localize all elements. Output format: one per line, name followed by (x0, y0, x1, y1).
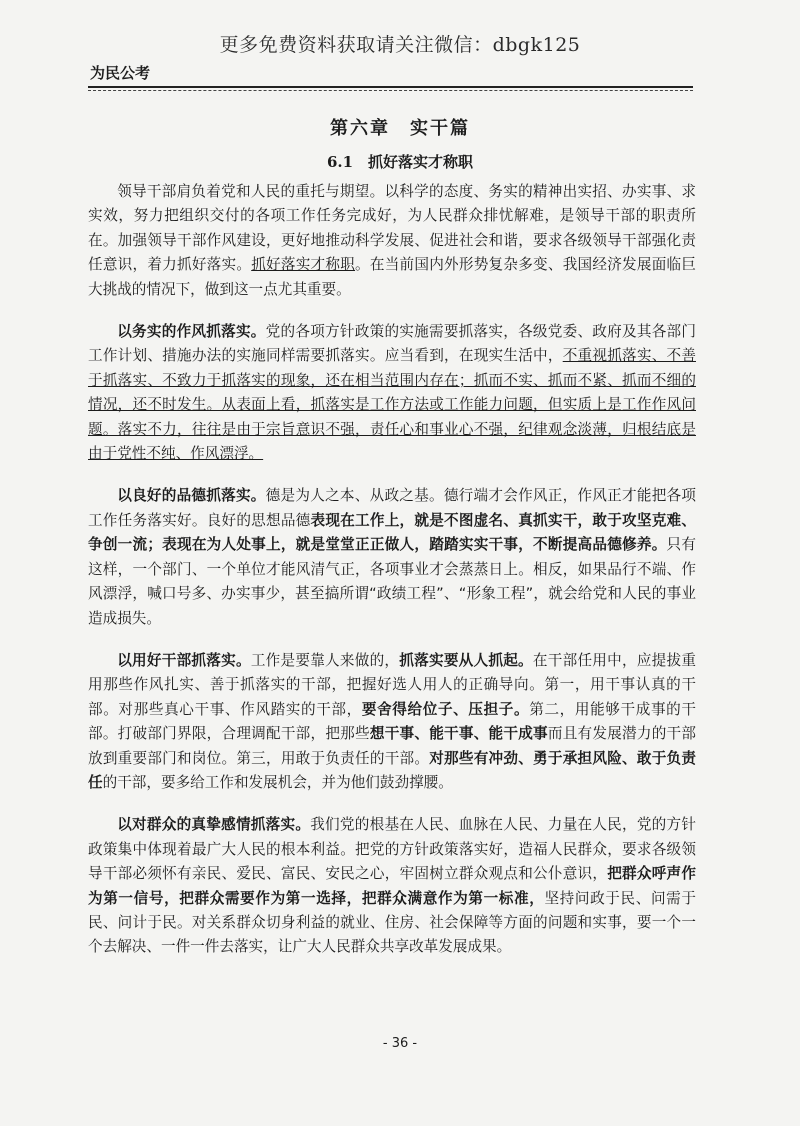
p3-text1: 德是为人之本、从政之基。德行端才会作风正，作风正才能把各项工作任务落实好。良好的思想品德 (88, 487, 696, 529)
p1-text: 领导干部肩负着党和人民的重托与期望。以科学的态度、务实的精神出实招、办实事、求实效，努力把组织交付的各项工作任务完成好，为人民群众排忧解难，是领导干部的职责所在。加强领导干部作风建设，更好地推动科学发展、促进社会和谐，要求各级领导干部强化责任意识，着力抓好落实。 (88, 183, 696, 274)
paragraph-5 (88, 813, 696, 959)
p3-lead: 以良好的品德抓落实。 (117, 487, 266, 505)
p4-text2: 在干部任用中，应提拔重用那些作风扎实、善于抓落实的干部，把握好选人用人的正确导向。第一，用干事认真的干部。对那些真心干事、作风踏实的干部， (88, 651, 696, 718)
p2-lead: 以务实的作风抓落实。 (117, 323, 266, 341)
p1-underlined: 抓好落实才称职 (251, 256, 356, 274)
p4-text5: 的干部，要多给工作和发展机会，并为他们鼓劲撑腰。 (102, 773, 453, 791)
document-body (88, 180, 696, 978)
p3-bold1: 表现在工作上，就是不图虚名、真抓实干，敢于攻坚克难、争创一流；表现在为人处事上，就是堂堂正正做人，踏踏实实干事，不断提高品德修养。 (88, 511, 696, 554)
p1-tail: 。在当前国内外形势复杂多变、我国经济发展面临巨大挑战的情况下，做到这一点尤其重要。 (88, 256, 696, 298)
p4-bold3: 想干事、能干事、能干成事 (369, 725, 548, 743)
paragraph-3 (88, 484, 696, 630)
p4-bold2: 要舍得给位子、压担子。 (361, 700, 530, 718)
watermark-text: 更多免费资料获取请关注微信：dbgk125 (219, 34, 581, 56)
p2-underlined: 不重视抓落实、不善于抓落实、不致力于抓落实的现象，还在相当范围内存在；抓而不实、抓而不紧、抓而不细的情况，还不时发生。从表面上看，抓落实是工作方法或工作能力问题，但实质上是工作作风问题。落实不力，往往是由于宗旨意识不强，责任心和事业心不强，纪律观念淡薄，归根结底是由于党性不纯、作风漂浮。 (88, 347, 696, 463)
section-title: 6.1 抓好落实才称职 (326, 153, 474, 171)
p5-text1: 我们党的根基在人民、血脉在人民、力量在人民，党的方针政策集中体现着最广大人民的根本利益。把党的方针政策落实好，造福人民群众，要求各级领导干部必须怀有亲民、爱民、富民、安民之心，牢固树立群众观点和公仆意识， (88, 816, 696, 883)
header-rule-dashed (88, 90, 693, 91)
p4-bold4: 对那些有冲劲、勇于承担风险、敢于负责任 (88, 749, 696, 791)
paragraph-1 (88, 180, 696, 302)
chapter-title: 第六章 实干篇 (330, 118, 470, 139)
header-rule (88, 86, 693, 88)
header-label: 为民公考 (90, 64, 151, 82)
p2-text: 党的各项方针政策的实施需要抓落实，各级党委、政府及其各部门工作计划、措施办法的实施同样需要抓落实。应当看到，在现实生活中， (88, 323, 696, 365)
p4-text1: 工作是要靠人来做的， (250, 651, 400, 669)
p5-lead: 以对群众的真挚感情抓落实。 (117, 816, 311, 834)
p3-text2: 只有这样，一个部门、一个单位才能风清气正，各项事业才会蒸蒸日上。相反，如果品行不端、作风漂浮，喊口号多、办实事少，甚至搞所谓“政绩工程”、“形象工程”，就会给党和人民的事业造成损失。 (88, 536, 696, 627)
paragraph-4 (88, 649, 696, 795)
p5-text2: 坚持问政于民、问需于民、问计于民。对关系群众切身利益的就业、住房、社会保障等方面的问题和实事，要一个一个去解决、一件一件去落实，让广大人民群众共享改革发展成果。 (88, 889, 696, 956)
p4-bold1: 抓落实要从人抓起。 (399, 651, 533, 669)
p5-bold1: 把群众呼声作为第一信号，把群众需要作为第一选择，把群众满意作为第一标准， (88, 865, 696, 907)
page-number: - 36 - (382, 1036, 418, 1051)
p4-lead: 以用好干部抓落实。 (117, 651, 251, 669)
p4-text3: 第二，用能够干成事的干部。打破部门界限，合理调配干部，把那些 (88, 700, 696, 743)
paragraph-2 (88, 320, 696, 466)
p4-text4: 而且有发展潜力的干部放到重要部门和岗位。第三，用敢于负责任的干部。 (88, 725, 696, 767)
